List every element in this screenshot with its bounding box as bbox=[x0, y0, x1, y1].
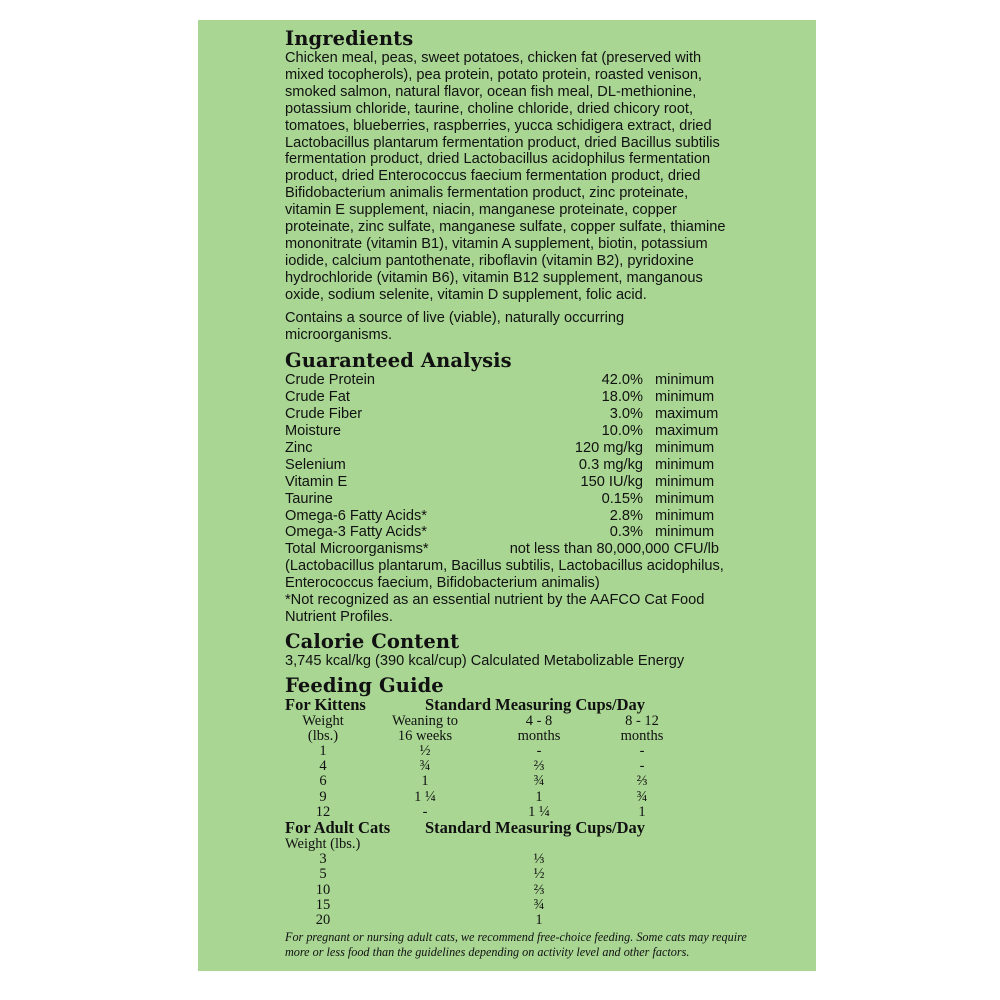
analysis-row-name: Crude Protein bbox=[285, 372, 376, 389]
analysis-table bbox=[285, 372, 735, 625]
analysis-row-value: 10.0% bbox=[601, 423, 643, 440]
analysis-row-name: Zinc bbox=[285, 439, 313, 456]
kittens-row bbox=[285, 790, 735, 805]
kittens-cell: ¾ bbox=[636, 788, 648, 805]
analysis-row bbox=[285, 491, 735, 508]
analysis-row bbox=[285, 457, 735, 474]
kittens-cell: ¾ bbox=[419, 758, 431, 775]
kittens-cell: 1 ¼ bbox=[414, 788, 436, 805]
kittens-cell: 4 - 8 bbox=[525, 712, 553, 729]
analysis-row bbox=[285, 474, 735, 491]
kittens-row bbox=[285, 744, 735, 759]
kittens-cell: - bbox=[639, 743, 645, 760]
analysis-total-value: not less than 80,000,000 CFU/lb bbox=[509, 541, 719, 558]
analysis-row bbox=[285, 372, 735, 389]
analysis-row-qualifier: minimum bbox=[655, 372, 715, 389]
kittens-label: For Kittens bbox=[285, 694, 366, 714]
adults-row bbox=[285, 867, 735, 882]
analysis-row-qualifier: minimum bbox=[655, 473, 715, 490]
adults-cell: 15 bbox=[315, 896, 331, 913]
analysis-heading: Guaranteed Analysis bbox=[285, 349, 512, 373]
kittens-row bbox=[285, 759, 735, 774]
analysis-species: (Lactobacillus plantarum, Bacillus subtilis, Lactobacillus acidophilus, Enterococcus faecium, Bifidobacterium animalis) bbox=[285, 558, 724, 592]
analysis-row-name: Moisture bbox=[285, 423, 341, 440]
adults-measure: Standard Measuring Cups/Day bbox=[425, 818, 646, 838]
kittens-cell: Weight bbox=[302, 712, 344, 729]
kittens-cell: 16 weeks bbox=[397, 727, 453, 744]
adults-rows bbox=[285, 852, 735, 928]
adults-row bbox=[285, 913, 735, 928]
kittens-cell: months bbox=[517, 727, 561, 744]
analysis-row-qualifier: minimum bbox=[655, 389, 715, 406]
calorie-text: 3,745 kcal/kg (390 kcal/cup) Calculated Metabolizable Energy bbox=[285, 652, 685, 669]
analysis-row-qualifier: minimum bbox=[655, 507, 715, 524]
adults-cell: ⅔ bbox=[533, 881, 545, 898]
kittens-cell: - bbox=[422, 803, 428, 820]
microorganisms-note: Contains a source of live (viable), naturally occurring microorganisms. bbox=[285, 309, 625, 343]
kittens-cell: months bbox=[620, 727, 664, 744]
kittens-cell: 1 bbox=[319, 743, 327, 760]
kittens-cell: 4 bbox=[319, 758, 327, 775]
kittens-cell: 1 ¼ bbox=[528, 803, 550, 820]
analysis-row-value: 18.0% bbox=[601, 389, 643, 406]
kittens-cell: - bbox=[639, 758, 645, 775]
kittens-header-row bbox=[285, 714, 735, 729]
analysis-row bbox=[285, 508, 735, 525]
analysis-row-name: Taurine bbox=[285, 490, 333, 507]
adults-cell: ⅓ bbox=[533, 851, 545, 868]
kittens-cell: 1 bbox=[421, 773, 429, 790]
kittens-header bbox=[285, 694, 735, 714]
kittens-cell: 1 bbox=[638, 803, 646, 820]
adults-row bbox=[285, 898, 735, 913]
adults-weight-label: Weight (lbs.) bbox=[285, 836, 361, 853]
adults-cell: 10 bbox=[315, 881, 331, 898]
adults-cell: 5 bbox=[319, 866, 327, 883]
analysis-row-name: Crude Fat bbox=[285, 389, 350, 406]
ingredients-heading: Ingredients bbox=[285, 27, 414, 50]
analysis-footnote: *Not recognized as an essential nutrient by the AAFCO Cat Food Nutrient Profiles. bbox=[285, 592, 705, 625]
calorie-heading: Calorie Content bbox=[285, 629, 460, 653]
adults-cell: 20 bbox=[315, 911, 331, 928]
adults-cell: ¾ bbox=[533, 896, 545, 913]
kittens-cell: ⅔ bbox=[533, 758, 545, 775]
analysis-row-qualifier: minimum bbox=[655, 456, 715, 473]
analysis-total-row bbox=[285, 541, 735, 558]
kittens-cell: 9 bbox=[319, 788, 327, 805]
analysis-row-name: Selenium bbox=[285, 456, 346, 473]
analysis-row bbox=[285, 524, 735, 541]
kittens-row bbox=[285, 774, 735, 789]
kittens-measure: Standard Measuring Cups/Day bbox=[425, 694, 646, 714]
analysis-row-qualifier: maximum bbox=[655, 423, 719, 440]
adults-cell: 3 bbox=[319, 851, 327, 868]
adults-row bbox=[285, 883, 735, 898]
analysis-row-qualifier: minimum bbox=[655, 439, 715, 456]
analysis-row bbox=[285, 440, 735, 457]
analysis-row-value: 2.8% bbox=[609, 507, 643, 524]
analysis-row bbox=[285, 423, 735, 440]
adults-header bbox=[285, 820, 735, 837]
analysis-row bbox=[285, 389, 735, 406]
kittens-header-row bbox=[285, 729, 735, 744]
analysis-row-name: Crude Fiber bbox=[285, 406, 363, 423]
analysis-row-name: Vitamin E bbox=[285, 473, 348, 490]
feeding-table bbox=[285, 694, 735, 928]
kittens-cell: ½ bbox=[419, 743, 431, 760]
analysis-row-value: 0.3% bbox=[609, 524, 643, 541]
label-content bbox=[285, 27, 747, 960]
kittens-cell: 1 bbox=[535, 788, 543, 805]
analysis-row-value: 0.3 mg/kg bbox=[578, 456, 643, 473]
analysis-total-name: Total Microorganisms* bbox=[285, 541, 429, 558]
analysis-row-value: 150 IU/kg bbox=[580, 473, 643, 490]
analysis-row-qualifier: minimum bbox=[655, 524, 715, 541]
analysis-row bbox=[285, 406, 735, 423]
analysis-rows bbox=[285, 372, 735, 541]
kittens-cell: - bbox=[536, 743, 542, 760]
analysis-row-value: 3.0% bbox=[609, 406, 643, 423]
analysis-row-name: Omega-6 Fatty Acids* bbox=[285, 507, 427, 524]
kittens-cell: 8 - 12 bbox=[625, 712, 659, 729]
analysis-row-qualifier: minimum bbox=[655, 490, 715, 507]
kittens-cell: 6 bbox=[319, 773, 327, 790]
adults-cell: 1 bbox=[535, 911, 543, 928]
analysis-row-name: Omega-3 Fatty Acids* bbox=[285, 524, 427, 541]
analysis-row-value: 0.15% bbox=[601, 490, 643, 507]
adults-row bbox=[285, 852, 735, 867]
ingredients-text: Chicken meal, peas, sweet potatoes, chicken fat (preserved with mixed tocopherols), pea protein, potato protein, roasted venison, smoked salmon, natural flavor, ocean fish meal, DL-methionine, potassium chloride, taurine, choline chloride, dried chicory root, tomatoes, blueberries, raspberries, yucca schidigera extract, dried Lactobacillus plantarum fermentation product, dried Bacillus subtilis fermentation product, dried Lactobacillus acidophilus fermentation product, dried Enterococcus faecium fermentation product, dried Bifidobacterium animalis fermentation product, zinc proteinate, vitamin E supplement, niacin, manganese proteinate, copper proteinate, zinc sulfate, manganese sulfate, copper sulfate, thiamine mononitrate (vitamin B1), vitamin A supplement, biotin, potassium iodide, calcium pantothenate, riboflavin (vitamin B2), pyridoxine hydrochloride (vitamin B6), vitamin B12 supplement, manganous oxide, sodium selenite, vitamin D supplement, folic acid. bbox=[285, 50, 726, 303]
kittens-cell: Weaning to bbox=[391, 712, 459, 729]
analysis-row-value: 42.0% bbox=[601, 372, 643, 389]
feeding-footnote: For pregnant or nursing adult cats, we recommend free-choice feeding. Some cats may require more or less food than the guidelines depending on activity level and other factors. bbox=[285, 930, 747, 960]
kittens-cell: ⅔ bbox=[636, 773, 648, 790]
kittens-rows bbox=[285, 714, 735, 820]
kittens-cell: (lbs.) bbox=[307, 727, 339, 744]
kittens-cell: ¾ bbox=[533, 773, 545, 790]
analysis-row-value: 120 mg/kg bbox=[574, 439, 643, 456]
kittens-cell: 12 bbox=[315, 803, 331, 820]
adults-cell: ½ bbox=[533, 866, 545, 883]
analysis-row-qualifier: maximum bbox=[655, 406, 719, 423]
adults-label: For Adult Cats bbox=[285, 818, 391, 838]
adults-weight-label-row bbox=[285, 837, 735, 852]
feeding-heading: Feeding Guide bbox=[285, 673, 444, 697]
